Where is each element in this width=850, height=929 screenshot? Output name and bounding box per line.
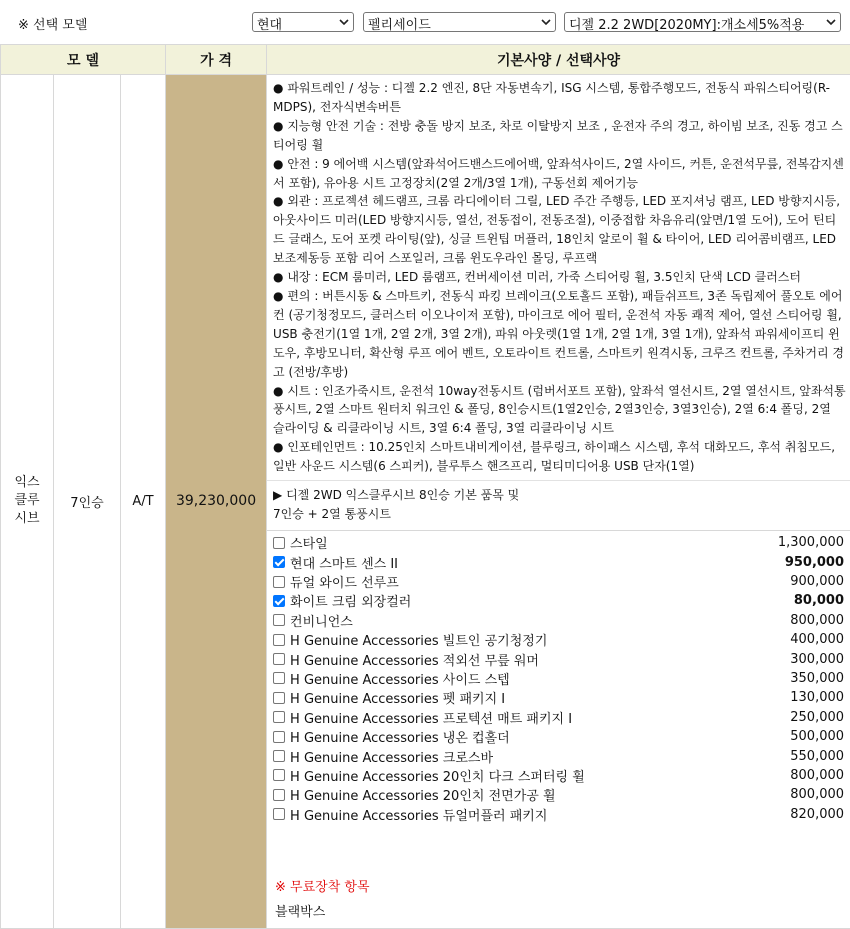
option-price: 350,000 <box>790 671 844 686</box>
model-select-value: 펠리세이드 <box>368 18 431 32</box>
option-price: 400,000 <box>790 632 844 647</box>
option-name: 화이트 크림 외장컬러 <box>290 591 794 610</box>
model-selector-bar <box>0 0 850 44</box>
chevron-down-icon <box>825 16 837 28</box>
package-line: ▶ 디젤 2WD 익스클루시브 8인승 기본 품목 및 <box>273 486 844 505</box>
header-spec: 기본사양 / 선택사양 <box>267 45 850 75</box>
option-price: 800,000 <box>790 613 844 628</box>
trim-select[interactable] <box>564 12 841 32</box>
option-name: H Genuine Accessories 크로스바 <box>290 747 790 766</box>
chevron-down-icon <box>338 16 350 28</box>
header-model: 모 델 <box>1 45 166 75</box>
option-name: 스타일 <box>290 533 778 552</box>
package-line: 7인승 + 2열 통풍시트 <box>273 505 844 524</box>
option-row[interactable] <box>267 746 850 765</box>
option-price: 300,000 <box>790 652 844 667</box>
header-price: 가 격 <box>166 45 267 75</box>
basic-spec-list <box>267 75 850 481</box>
free-install-title: ※ 무료장착 항목 <box>275 876 844 895</box>
option-row[interactable] <box>267 708 850 727</box>
option-checkbox[interactable] <box>273 750 285 762</box>
option-checkbox[interactable] <box>273 692 285 704</box>
option-row[interactable] <box>267 611 850 630</box>
option-price: 80,000 <box>794 593 844 608</box>
package-note <box>267 481 850 531</box>
option-row[interactable] <box>267 688 850 707</box>
trim-select-value: 디젤 2.2 2WD[2020MY]:개소세5%적용 <box>569 18 804 32</box>
option-name: 컨비니언스 <box>290 611 790 630</box>
option-checkbox[interactable] <box>273 614 285 626</box>
option-list <box>267 531 850 824</box>
option-price: 800,000 <box>790 768 844 783</box>
transmission-cell: A/T <box>121 75 166 929</box>
free-install-item: 블랙박스 <box>275 901 844 920</box>
spec-item: ● 외관 : 프로젝션 헤드램프, 크롬 라디에이터 그릴, LED 주간 주행등, LED 포지셔닝 램프, LED 방향지시등, 아웃사이드 미러(LED 방향지시등, 열선, 전동접이, 전동조절), 이중접합 차음유리(앞면/1열 도어), 도어 틴티드 글래스, 도어 포켓 라이팅(앞), 싱글 트윈팁 머플러, 18인치 알로이 휠 & 타이어, LED 리어콤비램프, LED 보조제동등 포함 리어 스포일러, 크롬 윈도우라인 몰딩, 루프랙 <box>273 192 846 268</box>
spec-item: ● 인포테인먼트 : 10.25인치 스마트내비게이션, 블루링크, 하이패스 시스템, 후석 대화모드, 후석 취침모드, 일반 사운드 시스템(6 스피커), 블루투스 핸즈프리, 멀티미디어용 USB 단자(1열) <box>273 438 846 476</box>
option-row[interactable] <box>267 649 850 668</box>
spec-item: ● 내장 : ECM 룸미러, LED 룸램프, 컨버세이션 미러, 가죽 스티어링 휠, 3.5인치 단색 LCD 클러스터 <box>273 268 846 287</box>
option-checkbox[interactable] <box>273 711 285 723</box>
spec-item: ● 시트 : 인조가죽시트, 운전석 10way전동시트 (럼버서포트 포함), 앞좌석 열선시트, 2열 열선시트, 앞좌석통풍시트, 2열 스마트 원터치 워크인 & 폴딩, 8인승시트(1열2인승, 2열3인승, 3열3인승), 2열 6:4 폴딩, 2열 슬라이딩 & 리클라이닝 시트, 3열 6:4 폴딩, 3열 리클라이닝 시트 <box>273 382 846 439</box>
option-row[interactable] <box>267 669 850 688</box>
option-checkbox[interactable] <box>273 653 285 665</box>
option-checkbox[interactable] <box>273 537 285 549</box>
spec-item: ● 안전 : 9 에어백 시스템(앞좌석어드밴스드에어백, 앞좌석사이드, 2열 사이드, 커튼, 운전석무릎, 전복감지센서 포함), 유아용 시트 고정장치(2열 2개/3열 1개), 구동선회 제어기능 <box>273 155 846 193</box>
model-select[interactable] <box>363 12 556 32</box>
spec-item: ● 편의 : 버튼시동 & 스마트키, 전동식 파킹 브레이크(오토홀드 포함), 패들쉬프트, 3존 독립제어 풀오토 에어컨 (공기청정모드, 클러스터 이오나이저 포함), 마이크로 에어 필터, 운전석 자동 쾌적 제어, 열선 스티어링 휠, USB 충전기(1열 1개, 2열 2개, 3열 2개), 파워 아웃렛(1열 1개, 2열 1개, 3열 1개), 앞좌석 파워세이프티 윈도우, 후방모니터, 확산형 루프 에어 벤트, 오토라이트 컨트롤, 스마트키 원격시동, 크루즈 컨트롤, 주차거리 경고 (전방/후방) <box>273 287 846 382</box>
option-name: H Genuine Accessories 20인치 다크 스퍼터링 휠 <box>290 766 790 785</box>
price-table <box>0 44 850 929</box>
option-price: 250,000 <box>790 710 844 725</box>
seats-cell: 7인승 <box>54 75 121 929</box>
option-row[interactable] <box>267 533 850 552</box>
option-checkbox[interactable] <box>273 808 285 820</box>
brand-select-value: 현대 <box>257 18 282 32</box>
option-name: 듀얼 와이드 선루프 <box>290 572 790 591</box>
option-checkbox[interactable] <box>273 731 285 743</box>
option-price: 900,000 <box>790 574 844 589</box>
option-price: 130,000 <box>790 690 844 705</box>
option-checkbox[interactable] <box>273 595 285 607</box>
option-price: 1,300,000 <box>778 535 844 550</box>
spec-item: ● 파워트레인 / 성능 : 디젤 2.2 엔진, 8단 자동변속기, ISG 시스템, 통합주행모드, 전동식 파워스티어링(R-MDPS), 전자식변속버튼 <box>273 79 846 117</box>
option-name: H Genuine Accessories 냉온 컵홀더 <box>290 727 790 746</box>
option-checkbox[interactable] <box>273 634 285 646</box>
option-checkbox[interactable] <box>273 672 285 684</box>
option-row[interactable] <box>267 766 850 785</box>
option-price: 950,000 <box>785 555 844 570</box>
option-name: H Genuine Accessories 프로텍션 매트 패키지 I <box>290 708 790 727</box>
table-header-row <box>1 45 850 75</box>
option-row[interactable] <box>267 572 850 591</box>
option-price: 500,000 <box>790 729 844 744</box>
option-name: H Genuine Accessories 20인치 전면가공 휠 <box>290 785 790 804</box>
option-price: 820,000 <box>790 807 844 822</box>
option-row[interactable] <box>267 591 850 610</box>
option-checkbox[interactable] <box>273 556 285 568</box>
option-row[interactable] <box>267 552 850 571</box>
option-name: H Genuine Accessories 사이드 스텝 <box>290 669 790 688</box>
table-row <box>1 75 850 929</box>
option-row[interactable] <box>267 805 850 824</box>
trim-name-cell: 익스 클루 시브 <box>1 75 54 929</box>
select-model-label: ※ 선택 모델 <box>18 14 87 33</box>
option-name: H Genuine Accessories 적외선 무릎 워머 <box>290 650 790 669</box>
option-name: 현대 스마트 센스 II <box>290 553 785 572</box>
option-name: H Genuine Accessories 빌트인 공기청정기 <box>290 630 790 649</box>
option-row[interactable] <box>267 785 850 804</box>
option-price: 800,000 <box>790 787 844 802</box>
option-checkbox[interactable] <box>273 769 285 781</box>
spec-item: ● 지능형 안전 기술 : 전방 충돌 방지 보조, 차로 이탈방지 보조 , 운전자 주의 경고, 하이빔 보조, 진동 경고 스티어링 휠 <box>273 117 846 155</box>
option-row[interactable] <box>267 630 850 649</box>
chevron-down-icon <box>540 16 552 28</box>
option-name: H Genuine Accessories 듀얼머플러 패키지 <box>290 805 790 824</box>
free-install-section <box>267 824 850 928</box>
option-checkbox[interactable] <box>273 789 285 801</box>
spec-cell <box>267 75 850 929</box>
option-checkbox[interactable] <box>273 576 285 588</box>
option-row[interactable] <box>267 727 850 746</box>
price-cell: 39,230,000 <box>166 75 267 929</box>
brand-select[interactable] <box>252 12 354 32</box>
option-name: H Genuine Accessories 펫 패키지 I <box>290 688 790 707</box>
option-price: 550,000 <box>790 749 844 764</box>
